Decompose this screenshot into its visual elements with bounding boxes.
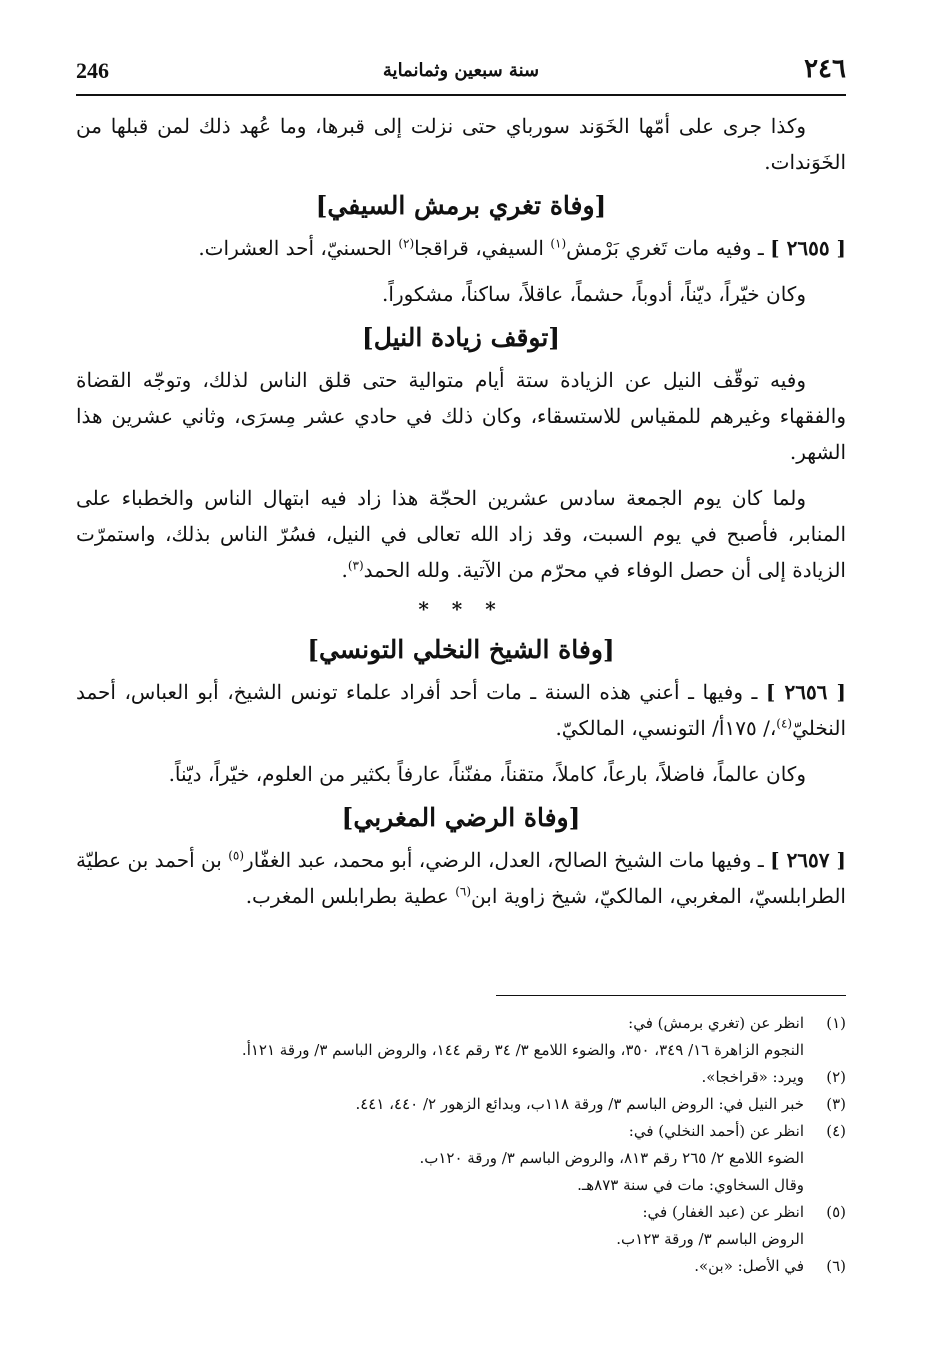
entry-number: [ ٢٦٥٦ ] [765, 680, 846, 704]
paragraph-entry-2656: [ ٢٦٥٦ ] ـ وفيها ـ أعني هذه السنة ـ مات أحد أفراد علماء تونس الشيخ، أبو العباس، أحمد النخليّ$^{(٤)}$،/ ١٧٥أ/ التونسي، المالكيّ. [76, 680, 846, 740]
footnote-mark: (٢) [826, 1068, 846, 1086]
footnotes [76, 1010, 846, 1280]
paragraph-nakhli-traits: وكان عالماً، فاضلاً، بارعاً، كاملاً، متقناً، مفنّناً، عارفاً بكثير من العلوم، خيّراً، ديّناً. [168, 762, 806, 786]
page-header [76, 52, 846, 96]
paragraph-nile-2: ولما كان يوم الجمعة سادس عشرين الحجّة هذا زاد فيه ابتهال الناس والخطباء على المنابر، فأصبح في يوم السبت، وقد زاد الله تعالى في النيل، فسُرّ الناس بذلك، واستمرّت الزيادة إلى أن حصل الوفاء في محرّم من الآتية. ولله الحمد$^{(٣)}$. [76, 486, 846, 582]
paragraph-entry-2655: [ ٢٦٥٥ ] ـ وفيه مات تَغري بَرْمش$^{(١)}$ السيفي، قراقجا$^{(٢)}$ الحسنيّ، أحد العشرات. [198, 236, 846, 260]
footnote-4: (٤) انظر عن (أحمد النخلي) في: الضوء اللامع ٢/ ٢٦٥ رقم ٨١٣، والروض الباسم ٣/ ورقة ١٢٠ب. وقال السخاوي: مات في سنة ٨٧٣هـ. [76, 1118, 846, 1199]
entry-number: [ ٢٦٥٥ ] [770, 236, 846, 260]
footnote-ref: (٢) [398, 236, 415, 251]
section-heading-nile: [توقف زيادة النيل] [361, 323, 561, 352]
footnote-mark: (٦) [826, 1257, 846, 1275]
footnote-mark: (١) [826, 1014, 846, 1032]
paragraph-entry-2657: [ ٢٦٥٧ ] ـ وفيها مات الشيخ الصالح، العدل، الرضي، أبو محمد، عبد الغفّار$^{(٥)}$ بن أحمد بن عطيّة الطرابلسيّ، المغربي، المالكيّ، شيخ زاوية ابن$^{(٦)}$ عطية بطرابلس المغرب. [76, 848, 846, 908]
paragraph-nile-1: وفيه توقّف النيل عن الزيادة ستة أيام متوالية حتى قلق الناس لذلك، وتوجّه القضاة والفقهاء وغيرهم للمقياس للاستسقاء، وكان ذلك في حادي عشر مِسرَى، وثاني عشرين هذا الشهر. [76, 368, 846, 464]
section-heading-tughri: [وفاة تغري برمش السيفي] [315, 191, 607, 220]
footnote-ref: (١) [550, 236, 567, 251]
footnote-mark: (٥) [826, 1203, 846, 1221]
section-divider-stars: * * * [418, 597, 504, 621]
paragraph-tughri-traits: وكان خيّراً، ديّناً، أدوباً، حشماً، عاقلاً، ساكناً، مشكوراً. [382, 282, 806, 306]
footnote-3: (٣) خبر النيل في: الروض الباسم ٣/ ورقة ١١٨ب، وبدائع الزهور ٢/ ٤٤٠، ٤٤١. [76, 1091, 846, 1118]
paragraph-intro: وكذا جرى على أمّها الخَوَند سورباي حتى نزلت إلى قبرها، وما عُهد ذلك لمن قبلها من الخَوَندات. [76, 114, 846, 174]
footnote-ref: (٦) [455, 884, 472, 899]
footnote-ref: (٥) [228, 848, 245, 863]
footnote-ref: (٤) [776, 716, 793, 731]
section-heading-radi: [وفاة الرضي المغربي] [341, 803, 581, 832]
footnote-5: (٥) انظر عن (عبد الغفار) في: الروض الباسم ٣/ ورقة ١٢٣ب. [76, 1199, 846, 1253]
footnote-6: (٦) في الأصل: «بن». [76, 1253, 846, 1280]
main-text [76, 108, 846, 914]
section-heading-nakhli: [وفاة الشيخ النخلي التونسي] [307, 635, 615, 664]
page-number-arabic: ٢٤٦ [804, 54, 846, 84]
footnote-mark: (٣) [826, 1095, 846, 1113]
footnote-2: (٢) ويرد: «قراخجا». [76, 1064, 846, 1091]
footnote-1: (١) انظر عن (تغري برمش) في: النجوم الزاهرة ١٦/ ٣٤٩، ٣٥٠، والضوء اللامع ٣/ ٣٤ رقم ١٤٤، والروض الباسم ٣/ ورقة ١٢١أ. [76, 1010, 846, 1064]
entry-number: [ ٢٦٥٧ ] [770, 848, 846, 872]
page-number-latin: 246 [76, 58, 109, 83]
running-title: سنة سبعين وثمانماية [382, 60, 540, 81]
footnote-ref: (٣) [347, 558, 364, 573]
footnote-mark: (٤) [826, 1122, 846, 1140]
footnote-separator [496, 995, 846, 996]
